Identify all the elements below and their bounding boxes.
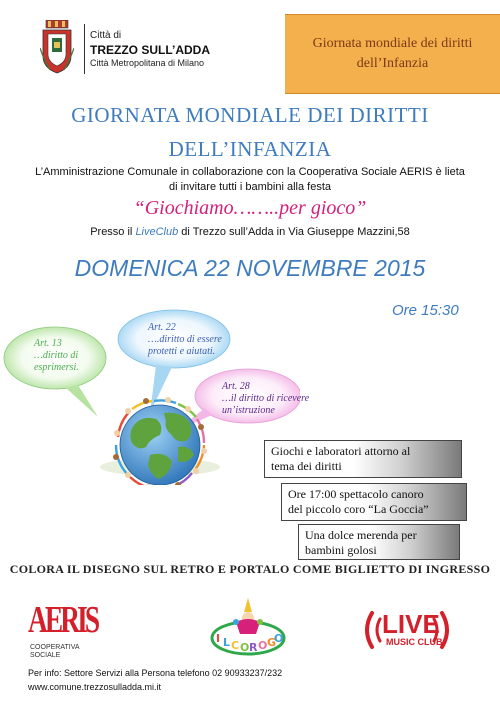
bubble-art22-line2: protetti e aiutati. — [148, 346, 216, 357]
town-crest-icon — [40, 20, 74, 74]
location-prefix: Presso il — [90, 226, 136, 238]
svg-text:O: O — [274, 632, 284, 645]
activity-games-line2: tema dei diritti — [271, 459, 342, 473]
bubble-art28-line1: …il diritto di ricevere — [222, 393, 310, 404]
activity-concert-line1: Ore 17:00 spettacolo canoro — [288, 487, 424, 501]
location-suffix: di Trezzo sull’Adda in Via Giuseppe Mazzini,58 — [178, 226, 410, 238]
svg-text:R: R — [249, 641, 258, 654]
town-name: TREZZO SULL’ADDA — [90, 43, 210, 57]
bubble-text-art13 — [34, 338, 104, 374]
event-date: DOMENICA 22 NOVEMBRE 2015 — [74, 255, 426, 281]
activity-box-snack — [298, 524, 460, 560]
activity-box-concert — [281, 483, 467, 521]
footer-info: Per info: Settore Servizi alla Persona telefono 02 90933237/232 — [28, 668, 283, 678]
bubble-text-art22 — [148, 322, 248, 358]
svg-text:C: C — [231, 639, 240, 652]
live-logo-subtitle: MUSIC CLUB — [386, 637, 443, 647]
header — [0, 0, 500, 92]
header-title-box — [285, 14, 500, 94]
location-venue: LiveClub — [135, 226, 179, 238]
svg-text:O: O — [240, 641, 250, 654]
footer-website[interactable]: www.comune.trezzosulladda.mi.it — [28, 682, 162, 692]
svg-text:L: L — [223, 636, 231, 649]
intro-line1: L’Amministrazione Comunale in collaborazione con la Cooperativa Sociale AERIS è lieta — [35, 166, 465, 178]
event-title-line1: GIORNATA MONDIALE DEI DIRITTI — [71, 103, 429, 127]
svg-text:G: G — [267, 636, 277, 649]
bubble-art22-title: Art. 22 — [148, 322, 176, 333]
globe-with-children-icon — [100, 397, 220, 485]
intro-line2: di invitare tutti i bambini alla festa — [168, 181, 332, 193]
town-subtitle: Città Metropolitana di Milano — [90, 58, 205, 68]
activity-snack-line1: Una dolce merenda per — [305, 528, 417, 542]
bubble-art28-title: Art. 28 — [222, 381, 250, 392]
header-box-title: Giornata mondiale dei diritti dell’Infanzia — [312, 36, 473, 71]
choir-logo-icon — [208, 592, 288, 660]
svg-text:I: I — [216, 632, 221, 645]
event-location — [0, 226, 500, 238]
town-label: Città di — [90, 30, 122, 41]
aeris-logo: AERIS — [28, 599, 98, 641]
bubble-art13-line1: …diritto di — [34, 350, 79, 361]
svg-text:O: O — [258, 639, 268, 652]
activity-games-line1: Giochi e laboratori attorno al — [271, 444, 411, 458]
bubble-art28-line2: un’istruzione — [222, 405, 275, 416]
live-logo-word: LIVE — [382, 609, 440, 639]
bubble-art22-line1: ….diritto di essere — [148, 334, 222, 345]
activity-box-games — [264, 440, 462, 478]
activity-snack-line2: bambini golosi — [305, 543, 377, 557]
ticket-instructions: COLORA IL DISEGNO SUL RETRO E PORTALO COME BIGLIETTO DI INGRESSO — [9, 562, 491, 576]
bubble-text-art28 — [222, 381, 322, 417]
aeris-logo-subtitle: COOPERATIVA SOCIALE — [30, 644, 80, 659]
bubble-art13-title: Art. 13 — [34, 338, 62, 349]
event-title-line2: DELL’INFANZIA — [168, 137, 332, 161]
header-divider — [84, 24, 85, 74]
activity-concert-line2: del piccolo coro “La Goccia” — [288, 502, 429, 516]
event-slogan: “Giochiamo……..per gioco” — [133, 197, 367, 219]
event-time: Ore 15:30 — [392, 302, 459, 319]
bubble-art13-line2: esprimersi. — [34, 362, 79, 373]
